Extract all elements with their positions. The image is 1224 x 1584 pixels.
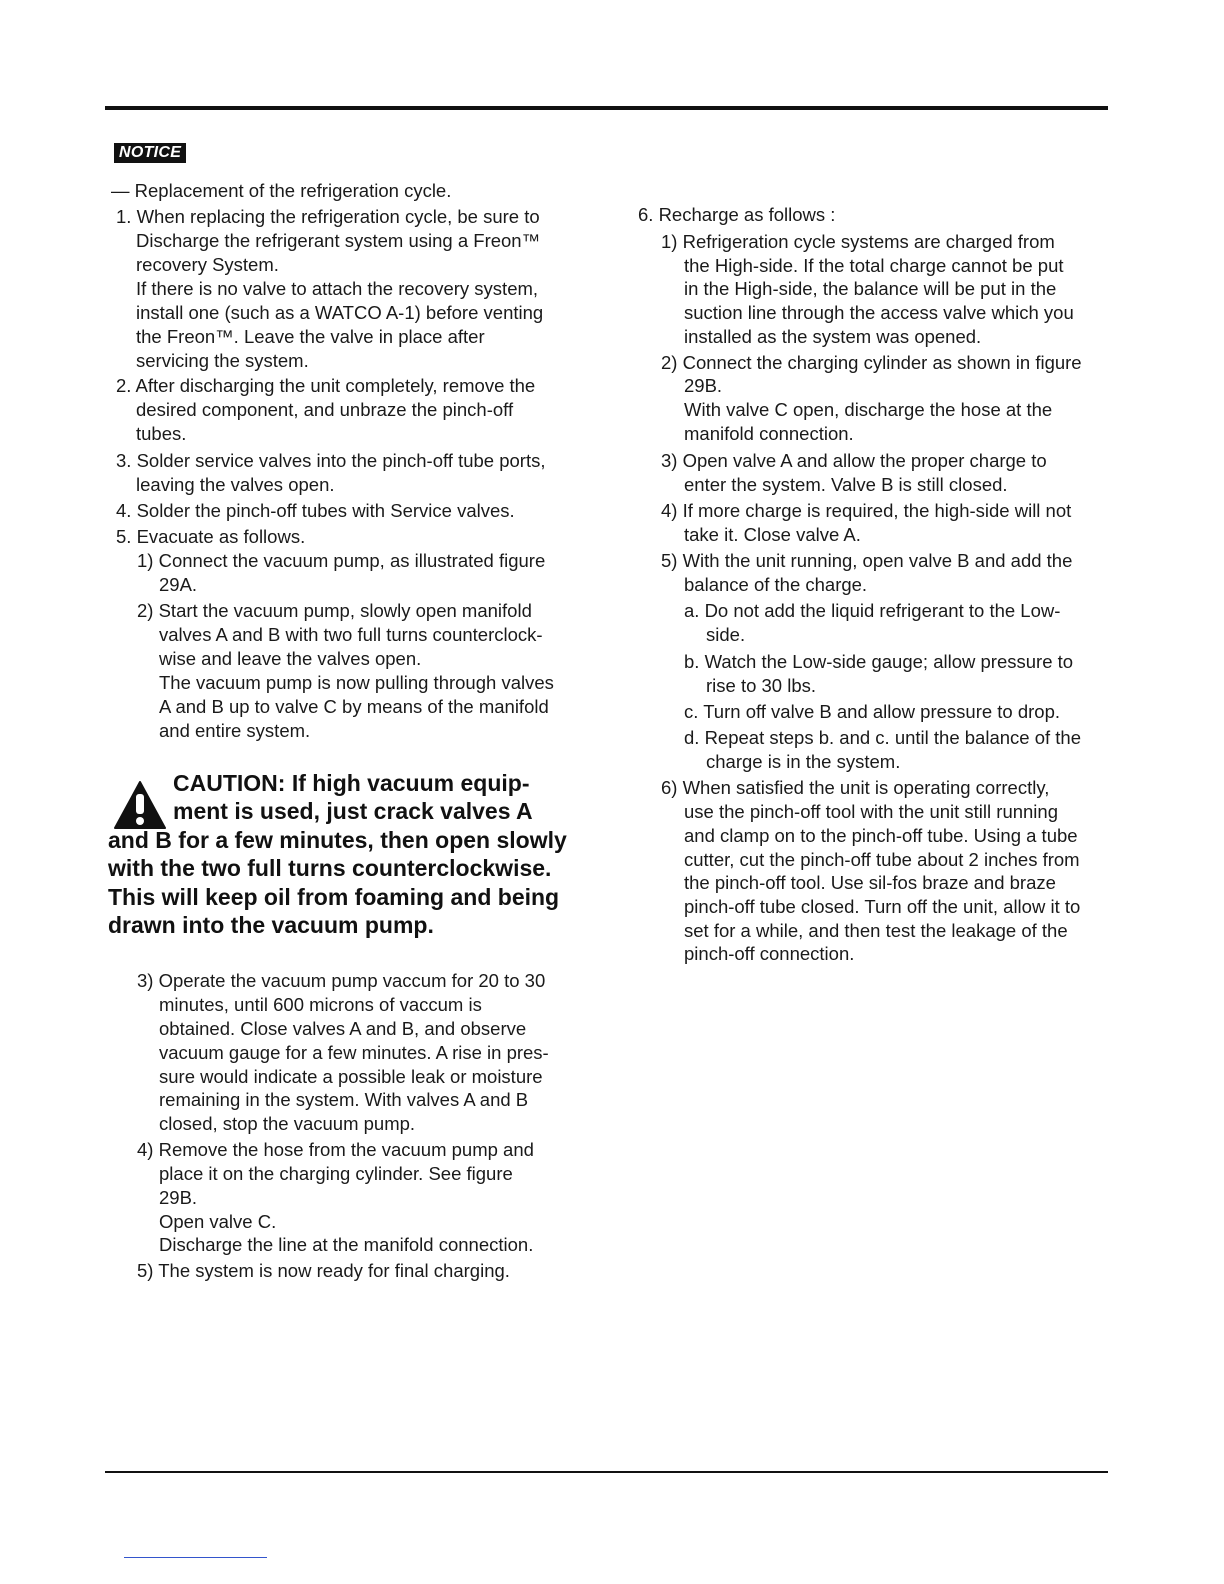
substep-2-line: wise and leave the valves open. (159, 648, 422, 669)
substep-2-line: and entire system. (159, 720, 311, 741)
recharge-4-line: take it. Close valve A. (684, 524, 861, 545)
step-1-line: servicing the system. (136, 350, 309, 371)
recharge-6-line: pinch-off tube closed. Turn off the unit, allow it to (684, 896, 1081, 917)
top-rule (105, 106, 1108, 110)
caution-line: This will keep oil from foaming and being (108, 884, 560, 910)
notice-label: NOTICE (114, 143, 186, 163)
substep-3-line: obtained. Close valves A and B, and observe (159, 1018, 527, 1039)
recharge-a-line: side. (706, 624, 746, 645)
step-1-line: recovery System. (136, 254, 279, 275)
recharge-5-line: balance of the charge. (684, 574, 868, 595)
bottom-rule (105, 1471, 1108, 1473)
recharge-3-line: 3) Open valve A and allow the proper charge to (661, 450, 1047, 471)
substep-3-line: sure would indicate a possible leak or moisture (159, 1066, 543, 1087)
step-4-line: 4. Solder the pinch-off tubes with Service valves. (116, 500, 515, 521)
substep-4-line: Open valve C. (159, 1211, 277, 1232)
substep-3-line: vacuum gauge for a few minutes. A rise in pres- (159, 1042, 549, 1063)
step-1-line: If there is no valve to attach the recovery system, (136, 278, 539, 299)
caution-line: ment is used, just crack valves A (173, 798, 533, 824)
step-5-line: 5. Evacuate as follows. (116, 526, 306, 547)
substep-4-line: 4) Remove the hose from the vacuum pump and (137, 1139, 534, 1160)
recharge-6-line: pinch-off connection. (684, 943, 855, 964)
recharge-6-line: cutter, cut the pinch-off tube about 2 inches from (684, 849, 1080, 870)
substep-4-line: place it on the charging cylinder. See figure (159, 1163, 513, 1184)
substep-3-line: minutes, until 600 microns of vaccum is (159, 994, 482, 1015)
recharge-b-line: b. Watch the Low-side gauge; allow pressure to (684, 651, 1074, 672)
substep-2-line: A and B up to valve C by means of the manifold (159, 696, 549, 717)
substep-1-line: 1) Connect the vacuum pump, as illustrated figure (137, 550, 546, 571)
intro-text: — Replacement of the refrigeration cycle. (111, 180, 452, 201)
caution-line: and B for a few minutes, then open slowly (108, 827, 567, 853)
recharge-6-line: use the pinch-off tool with the unit still running (684, 801, 1058, 822)
substep-4-line: Discharge the line at the manifold connection. (159, 1234, 534, 1255)
recharge-6-line: and clamp on to the pinch-off tube. Using a tube (684, 825, 1078, 846)
substep-3-line: closed, stop the vacuum pump. (159, 1113, 416, 1134)
substep-3-line: 3) Operate the vacuum pump vaccum for 20 to 30 (137, 970, 546, 991)
warning-icon (113, 780, 167, 830)
step-1-line: install one (such as a WATCO A-1) before venting (136, 302, 544, 323)
substep-2-line: valves A and B with two full turns counterclock- (159, 624, 543, 645)
footer-link-underline (124, 1557, 267, 1558)
caution-line: drawn into the vacuum pump. (108, 912, 434, 938)
recharge-2-line: manifold connection. (684, 423, 854, 444)
step-3-line: leaving the valves open. (136, 474, 335, 495)
substep-4-line: 29B. (159, 1187, 198, 1208)
recharge-a-line: a. Do not add the liquid refrigerant to the Low- (684, 600, 1061, 621)
recharge-1-line: installed as the system was opened. (684, 326, 982, 347)
substep-2-line: The vacuum pump is now pulling through valves (159, 672, 554, 693)
step-2-line: 2. After discharging the unit completely, remove the (116, 375, 536, 396)
recharge-6-line: the pinch-off tool. Use sil-fos braze and braze (684, 872, 1056, 893)
step-2-line: tubes. (136, 423, 187, 444)
recharge-1-line: the High-side. If the total charge cannot be put (684, 255, 1064, 276)
recharge-3-line: enter the system. Valve B is still closed. (684, 474, 1008, 495)
recharge-5-line: 5) With the unit running, open valve B and add the (661, 550, 1073, 571)
recharge-6-line: set for a while, and then test the leakage of the (684, 920, 1068, 941)
recharge-1-line: suction line through the access valve which you (684, 302, 1074, 323)
recharge-1-line: in the High-side, the balance will be put in the (684, 278, 1057, 299)
step-3-line: 3. Solder service valves into the pinch-off tube ports, (116, 450, 546, 471)
recharge-4-line: 4) If more charge is required, the high-side will not (661, 500, 1072, 521)
step-6-line: 6. Recharge as follows : (638, 204, 836, 225)
recharge-2-line: 2) Connect the charging cylinder as shown in figure (661, 352, 1082, 373)
step-1-line: Discharge the refrigerant system using a Freon™ (136, 230, 541, 251)
substep-2-line: 2) Start the vacuum pump, slowly open manifold (137, 600, 532, 621)
recharge-2-line: 29B. (684, 375, 723, 396)
step-1-line: 1. When replacing the refrigeration cycle, be sure to (116, 206, 540, 227)
recharge-d-line: d. Repeat steps b. and c. until the balance of the (684, 727, 1081, 748)
caution-line: with the two full turns counterclockwise. (108, 855, 552, 881)
substep-3-line: remaining in the system. With valves A and B (159, 1089, 529, 1110)
recharge-c-line: c. Turn off valve B and allow pressure to drop. (684, 701, 1061, 722)
step-2-line: desired component, and unbraze the pinch-off (136, 399, 514, 420)
caution-line: CAUTION: If high vacuum equip- (173, 770, 530, 796)
recharge-1-line: 1) Refrigeration cycle systems are charged from (661, 231, 1055, 252)
recharge-d-line: charge is in the system. (706, 751, 901, 772)
step-1-line: the Freon™. Leave the valve in place after (136, 326, 485, 347)
substep-5-line: 5) The system is now ready for final charging. (137, 1260, 510, 1281)
recharge-b-line: rise to 30 lbs. (706, 675, 817, 696)
substep-1-line: 29A. (159, 574, 198, 595)
recharge-6-line: 6) When satisfied the unit is operating correctly, (661, 777, 1050, 798)
recharge-2-line: With valve C open, discharge the hose at the (684, 399, 1053, 420)
